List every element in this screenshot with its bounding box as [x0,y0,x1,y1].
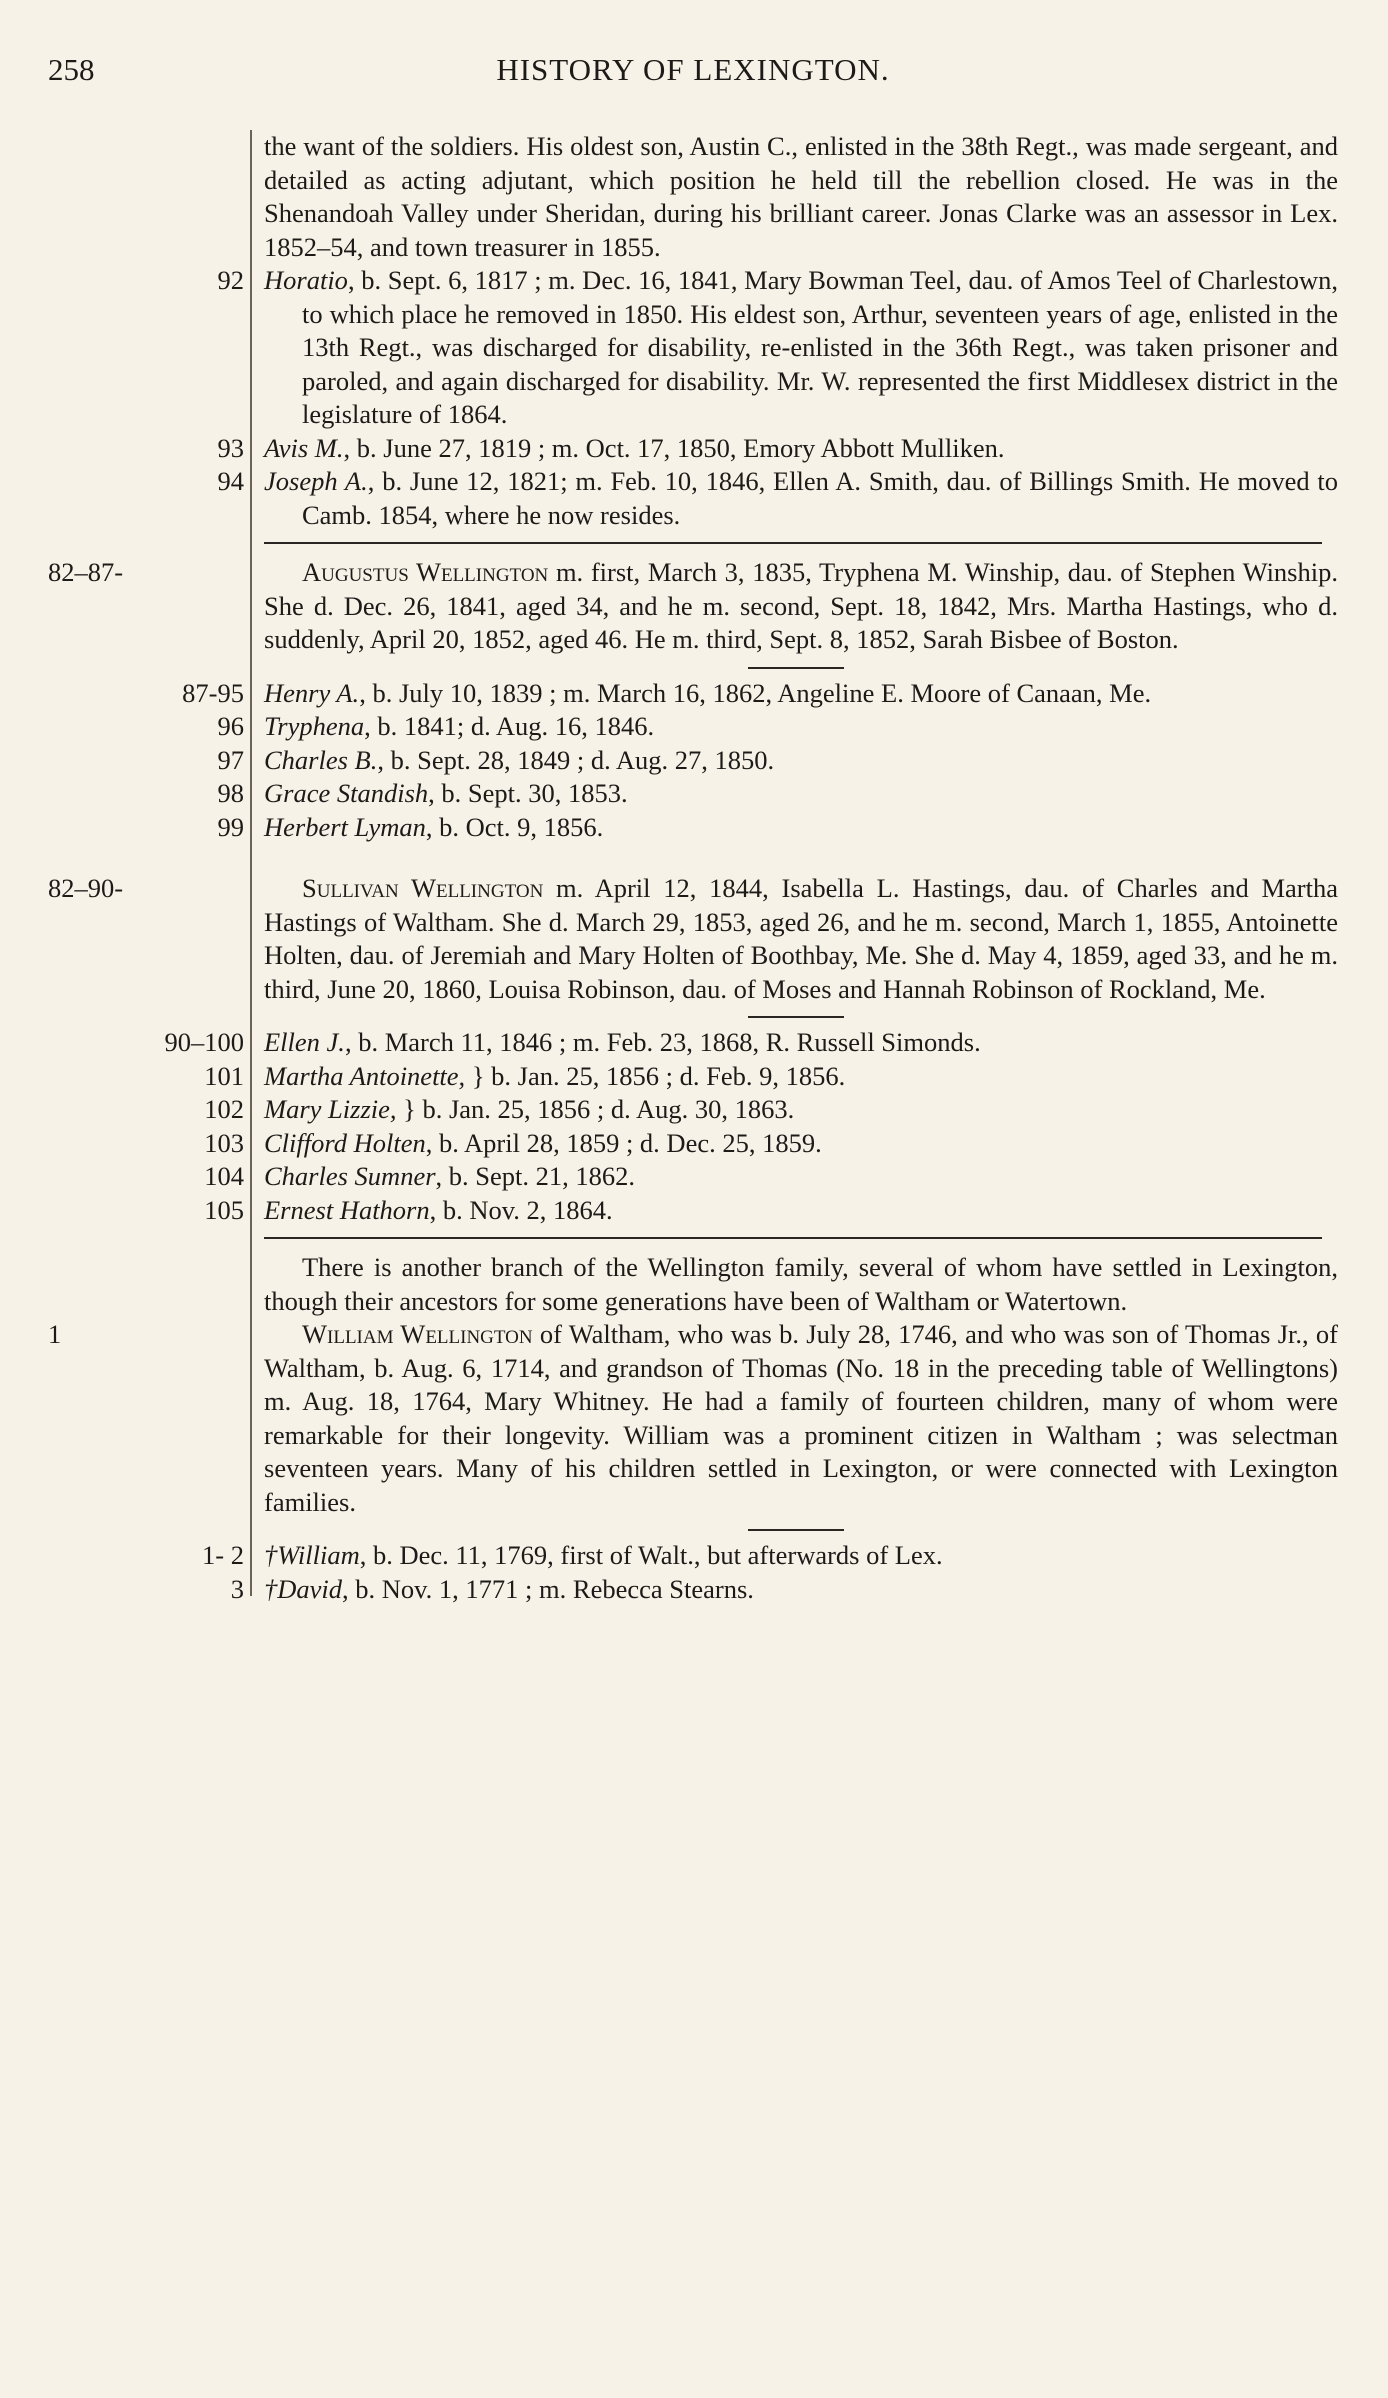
genealogy-entry [48,1194,1338,1228]
entry-number: 102 [204,1094,244,1124]
entry-details: , b. Nov. 2, 1864. [429,1194,613,1225]
entry-number: 103 [204,1127,244,1158]
entry-details: , b. Sept. 30, 1853. [428,778,628,808]
spacer [48,844,1338,872]
genealogy-entry [48,264,1338,432]
entry-text [264,1160,1338,1194]
genealogy-entry [48,465,1338,532]
entry-details: , b. Dec. 11, 1769, first of Walt., but afterwards of Lex. [359,1540,943,1570]
entry-text [264,1093,1338,1127]
genealogy-entry [48,1127,1338,1161]
genealogy-entry [48,1160,1338,1194]
genealogy-entry [48,1060,1338,1094]
entry-details: m. first, March 3, 1835, Tryphena M. Winship, dau. of Stephen Winship. She d. Dec. 26, 1841, aged 34, and he m. second, Sept. 18, 1842, Mrs. Martha Hastings, who d. suddenly, April 20, 1852, aged 46. He m. third, Sept. 8, 1852, Sarah Bisbee of Boston. [264,557,1338,654]
entry-text [264,1251,1338,1318]
entry-details: , b. April 28, 1859 ; d. Dec. 25, 1859. [425,1127,822,1158]
entry-details: , b. Sept. 28, 1849 ; d. Aug. 27, 1850. [377,744,775,775]
entry-details: , b. June 12, 1821; m. Feb. 10, 1846, Ellen A. Smith, dau. of Billings Smith. He moved to Camb. 1854, where he now resides. [302,466,1339,530]
genealogy-entry [48,1093,1338,1127]
entry-number: 82–90- [48,873,124,903]
entry-number: 105 [204,1194,244,1225]
entry-details: , b. Oct. 9, 1856. [425,811,604,842]
entry-text [264,872,1338,1006]
entry-number: 94 [217,466,244,496]
separator-rule [748,1016,844,1018]
separator-rule [264,542,1322,544]
genealogy-entry [48,710,1338,744]
entry-text [264,1194,1338,1228]
entry-number: 1 [48,1319,62,1349]
entry-details: of Waltham, who was b. July 28, 1746, and who was son of Thomas Jr., of Waltham, b. Aug. 6, 1714, and grandson of Thomas (No. 18 in the preceding table of Wellingtons) m. Aug. 18, 1764, Mary Whitney. He had a family of fourteen children, many of whom were remarkable for their longevity. William was a prominent citizen in Waltham ; was selectman seventeen years. Many of his children settled in Lexington, or were connected with Lexington families. [264,1319,1338,1517]
entry-details: m. April 12, 1844, Isabella L. Hastings, dau. of Charles and Martha Hastings of Waltham. She d. March 29, 1853, aged 26, and he m. second, March 1, 1855, Antoinette Holten, dau. of Jeremiah and Mary Holten of Boothbay, Me. She d. May 4, 1859, aged 33, and he m. third, June 20, 1860, Louisa Robinson, dau. of Moses and Hannah Robinson of Rockland, Me. [264,873,1338,1004]
person-name: †William [264,1540,360,1570]
entry-text [264,1060,1338,1094]
person-name: †David [264,1573,343,1604]
genealogy-entry [48,1251,1338,1318]
genealogy-entry [48,1539,1338,1573]
family-head-name: Augustus Wellington [302,557,549,587]
genealogy-entry [48,744,1338,778]
entry-details: , b. July 10, 1839 ; m. March 16, 1862, Angeline E. Moore of Canaan, Me. [359,677,1152,708]
entry-text [264,1573,1338,1607]
entry-number: 98 [217,778,244,808]
genealogy-entry [48,432,1338,466]
genealogy-entry [48,872,1338,1006]
entry-text [264,556,1338,657]
entry-text [264,1318,1338,1519]
person-name: Avis M. [264,432,344,463]
entry-text [264,130,1338,264]
genealogy-entry [48,1318,1338,1519]
person-name: Charles Sumner [264,1161,436,1191]
entry-number: 96 [217,711,244,741]
genealogy-entry [48,1026,1338,1060]
entry-number: 87-95 [182,677,244,708]
entry-details: } b. Jan. 25, 1856 ; d. Feb. 9, 1856. [465,1060,846,1091]
entry-number: 92 [217,265,244,295]
entry-text [264,777,1338,811]
entry-number: 99 [217,811,244,842]
genealogy-entry [48,811,1338,845]
separator-rule [264,1237,1322,1239]
entry-details: There is another branch of the Wellington family, several of whom have settled in Lexington, though their ancestors for some generations have been of Waltham or Watertown. [264,1252,1338,1316]
person-name: Ellen J. [264,1027,345,1057]
entry-details: , b. 1841; d. Aug. 16, 1846. [364,711,655,741]
entry-number: 104 [204,1161,244,1191]
page-number: 258 [48,52,95,87]
entry-text [264,1127,1338,1161]
family-head-name: Sullivan Wellington [302,873,544,903]
genealogy-entry [48,777,1338,811]
entry-text [264,465,1338,532]
entry-number: 3 [230,1573,244,1604]
page-header [48,52,1338,92]
person-name: Horatio [264,265,348,295]
entry-text [264,811,1338,845]
separator-rule [748,667,844,669]
entry-text [264,677,1338,711]
entry-text [264,432,1338,466]
entry-details: , b. March 11, 1846 ; m. Feb. 23, 1868, R. Russell Simonds. [344,1027,981,1057]
person-name: Martha Antoinette, [264,1060,466,1091]
entry-details: , b. Sept. 6, 1817 ; m. Dec. 16, 1841, Mary Bowman Teel, dau. of Amos Teel of Charlestown, to which place he removed in 1850. His eldest son, Arthur, seventeen years of age, enlisted in the 13th Regt., was discharged for disability, re-enlisted in the 36th Regt., was taken prisoner and paroled, and again discharged for disability. Mr. W. represented the first Middlesex district in the legislature of 1864. [302,265,1338,429]
entry-details: , b. June 27, 1819 ; m. Oct. 17, 1850, Emory Abbott Mulliken. [343,432,1005,463]
genealogy-entry [48,130,1338,264]
entry-text [264,1539,1338,1573]
genealogy-entry [48,556,1338,657]
entry-details: , b. Sept. 21, 1862. [435,1161,636,1191]
entry-details: the want of the soldiers. His oldest son, Austin C., enlisted in the 38th Regt., was made sergeant, and detailed as acting adjutant, which position he held till the rebellion closed. He was in the Shenandoah Valley under Sheridan, during his brilliant career. Jonas Clarke was an assessor in Lex. 1852–54, and town treasurer in 1855. [264,131,1338,262]
person-name: Charles B. [264,744,378,775]
family-head-name: William Wellington [302,1319,533,1349]
person-name: Joseph A. [264,466,368,496]
person-name: Herbert Lyman [264,811,426,842]
entry-number: 90–100 [164,1027,244,1057]
genealogy-entry [48,1573,1338,1607]
person-name: Mary Lizzie, [264,1094,397,1124]
entry-details: } b. Jan. 25, 1856 ; d. Aug. 30, 1863. [396,1094,795,1124]
person-name: Clifford Holten [264,1127,426,1158]
entry-text [264,264,1338,432]
entry-number: 82–87- [48,557,124,587]
person-name: Grace Standish [264,778,429,808]
person-name: Tryphena [264,711,365,741]
genealogy-entry [48,677,1338,711]
separator-rule [748,1529,844,1531]
entry-text [264,710,1338,744]
person-name: Ernest Hathorn [264,1194,430,1225]
running-title: HISTORY OF LEXINGTON. [496,52,890,87]
entry-details: , b. Nov. 1, 1771 ; m. Rebecca Stearns. [342,1573,754,1604]
entry-number: 93 [217,432,244,463]
page-body [48,130,1338,1606]
entry-text [264,1026,1338,1060]
entry-number: 101 [204,1060,244,1091]
entry-number: 1- 2 [202,1540,244,1570]
entry-text [264,744,1338,778]
person-name: Henry A. [264,677,360,708]
entry-number: 97 [217,744,244,775]
